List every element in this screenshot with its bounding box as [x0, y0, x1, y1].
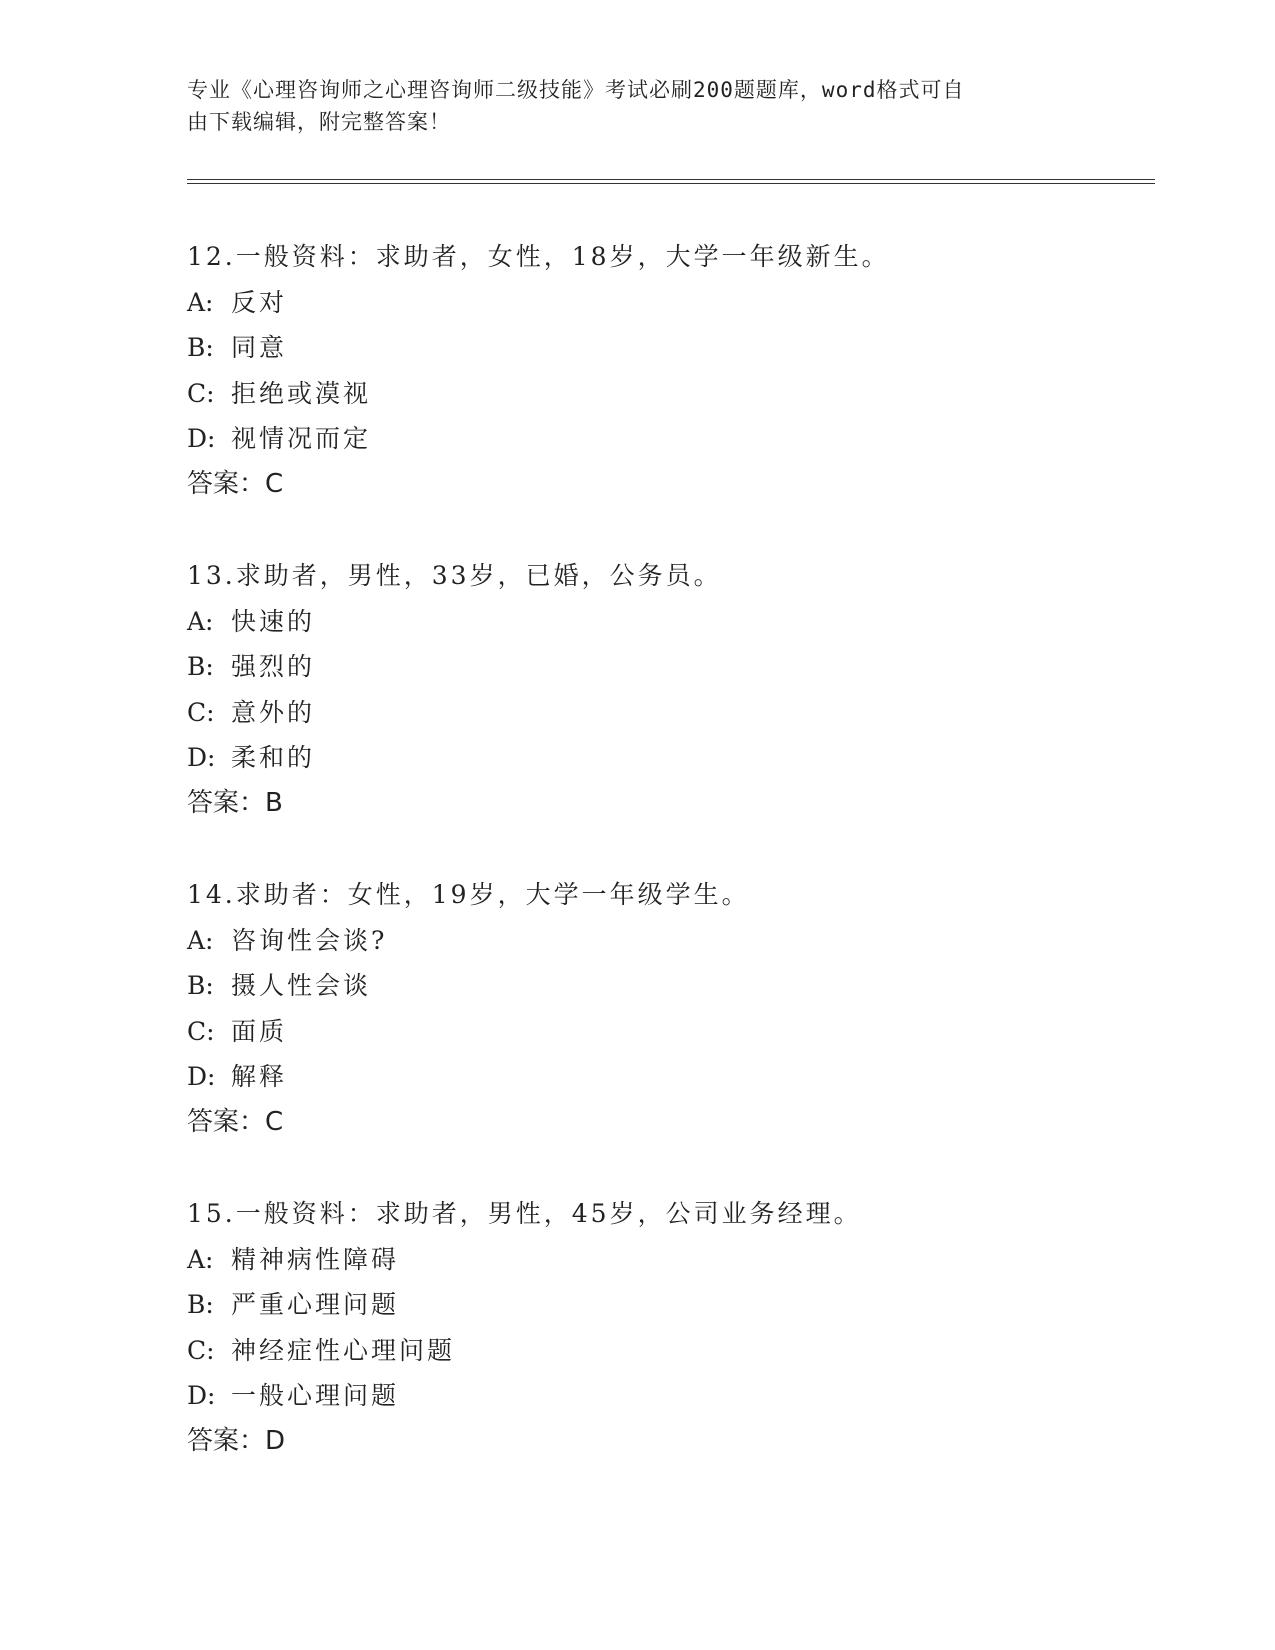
option-text: 同意: [231, 333, 288, 362]
option-text: 解释: [231, 1062, 288, 1091]
document-header: [187, 74, 1067, 138]
header-line-2: 由下载编辑，附完整答案！: [187, 110, 451, 134]
answer-line: 答案：C: [187, 468, 284, 499]
option-key: D:: [187, 743, 216, 772]
answer-line: 答案：C: [187, 1106, 284, 1137]
option-key: C:: [187, 1016, 215, 1046]
option-key: B:: [187, 333, 214, 362]
option-key: D:: [187, 424, 216, 453]
option-text: 意外的: [231, 697, 316, 727]
question-14: [187, 872, 1147, 1145]
option-key: A:: [187, 1244, 214, 1274]
option-key: A:: [187, 287, 214, 317]
question-15: [187, 1191, 1147, 1464]
question-stem: 13.求助者，男性，33岁，已婚，公务员。: [187, 561, 722, 590]
option-b: [187, 963, 1147, 1009]
question-12: [187, 234, 1147, 507]
option-b: [187, 325, 1147, 371]
option-d: [187, 416, 1147, 462]
option-text: 拒绝或漠视: [231, 378, 372, 408]
question-stem: 14.求助者：女性，19岁，大学一年级学生。: [187, 880, 750, 909]
answer-line: 答案：D: [187, 1425, 286, 1456]
option-key: D:: [187, 1381, 216, 1410]
answer-line: 答案：B: [187, 787, 283, 818]
option-a: [187, 918, 1147, 964]
option-text: 视情况而定: [231, 424, 372, 453]
option-c: [187, 690, 1147, 736]
option-a: [187, 280, 1147, 326]
option-text: 柔和的: [231, 743, 316, 772]
option-b: [187, 644, 1147, 690]
option-key: D:: [187, 1062, 216, 1091]
option-text: 面质: [231, 1016, 288, 1046]
option-a: [187, 599, 1147, 645]
option-a: [187, 1237, 1147, 1283]
option-c: [187, 371, 1147, 417]
option-d: [187, 1373, 1147, 1419]
option-key: C:: [187, 697, 215, 727]
option-key: C:: [187, 1335, 215, 1365]
option-key: A:: [187, 925, 214, 955]
option-b: [187, 1282, 1147, 1328]
option-key: B:: [187, 1290, 214, 1319]
header-divider-bottom: [187, 183, 1155, 184]
option-text: 摄人性会谈: [231, 971, 372, 1000]
option-d: [187, 1054, 1147, 1100]
option-text: 神经症性心理问题: [231, 1335, 456, 1365]
question-13: [187, 553, 1147, 826]
option-key: B:: [187, 971, 214, 1000]
header-line-1: 专业《心理咨询师之心理咨询师二级技能》考试必刷200题题库，word格式可自: [187, 78, 965, 102]
question-stem: 12.一般资料：求助者，女性，18岁，大学一年级新生。: [187, 242, 890, 271]
option-text: 严重心理问题: [231, 1290, 400, 1319]
option-text: 强烈的: [231, 652, 316, 681]
header-divider-top: [187, 179, 1155, 180]
question-stem: 15.一般资料：求助者，男性，45岁，公司业务经理。: [187, 1199, 862, 1228]
option-c: [187, 1009, 1147, 1055]
option-d: [187, 735, 1147, 781]
option-text: 反对: [231, 287, 288, 317]
option-key: A:: [187, 606, 214, 636]
option-key: B:: [187, 652, 214, 681]
option-text: 咨询性会谈?: [231, 925, 388, 955]
option-key: C:: [187, 378, 215, 408]
option-text: 快速的: [231, 606, 316, 636]
option-c: [187, 1328, 1147, 1374]
option-text: 一般心理问题: [231, 1381, 400, 1410]
option-text: 精神病性障碍: [231, 1244, 400, 1274]
